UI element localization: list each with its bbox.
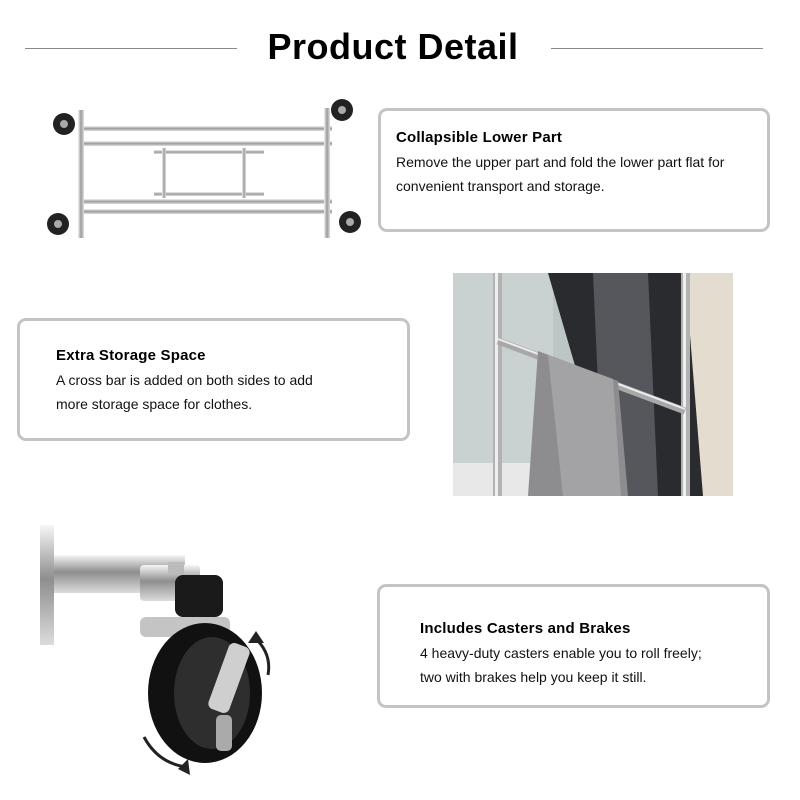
feature-description-line: 4 heavy-duty casters enable you to roll freely; (420, 645, 702, 661)
feature-description-line: two with brakes help you keep it still. (420, 669, 647, 685)
feature-card-storage (17, 318, 410, 441)
page-title: Product Detail (267, 26, 519, 67)
rotate-arrow-icon (248, 631, 264, 643)
feature-description-line: Remove the upper part and fold the lower part flat for (396, 154, 725, 170)
feature-title: Collapsible Lower Part (396, 129, 563, 146)
feature-card-collapsible (378, 108, 770, 232)
caster-wheel-icon (47, 99, 361, 235)
header-rule-right (551, 48, 763, 49)
feature-description-line: A cross bar is added on both sides to add (56, 372, 313, 388)
feature-title: Extra Storage Space (56, 347, 206, 364)
feature-description-line: convenient transport and storage. (396, 178, 605, 194)
crossbar-clothes-photo (453, 273, 733, 496)
folded-frame-photo (42, 96, 372, 246)
feature-description-line: more storage space for clothes. (56, 396, 253, 412)
caster-brake-photo (40, 525, 280, 780)
feature-card-casters (377, 584, 770, 708)
feature-title: Includes Casters and Brakes (420, 620, 631, 637)
